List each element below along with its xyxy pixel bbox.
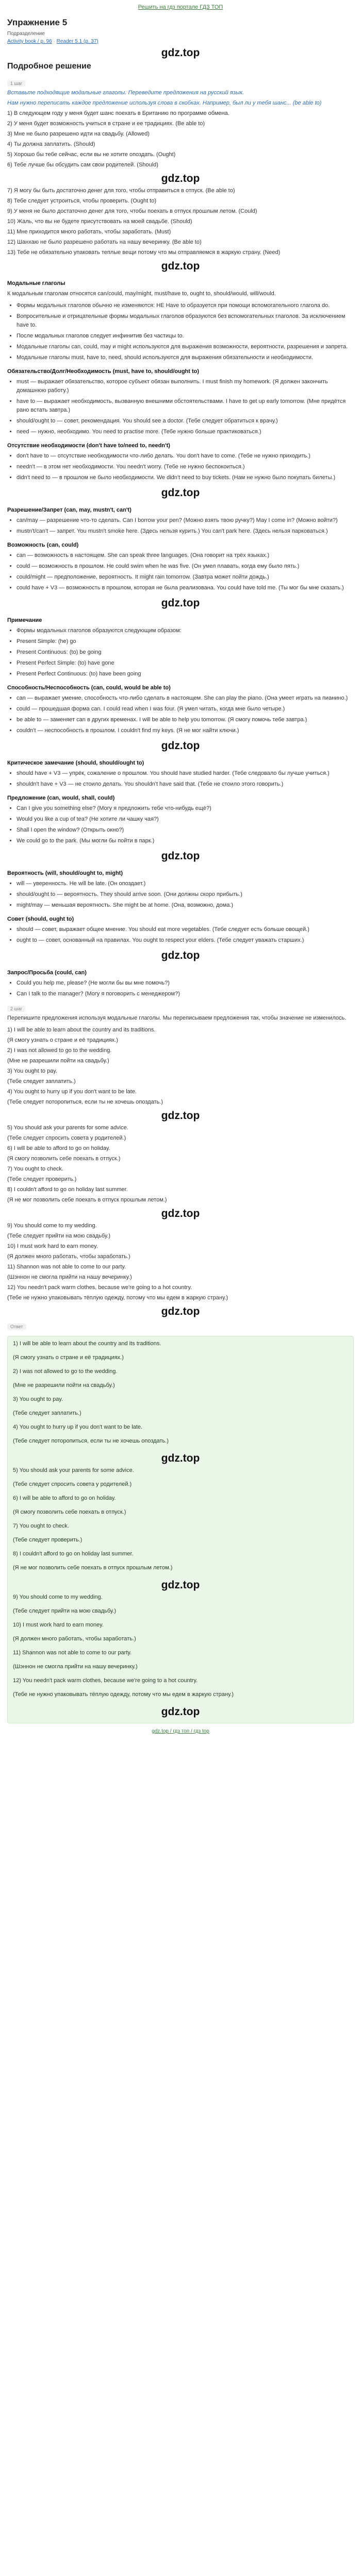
rule-item: • Shall I open the window? (Открыть окно?) — [17, 826, 354, 835]
task-row: 13) Тебе не обязательно упаковать теплые вещи потому что мы отправляемся в жаркую страну. (Need) — [7, 249, 281, 256]
rewrite-row: 8) I couldn't afford to go on holiday last summer. — [7, 1187, 128, 1193]
rewrite-row: (Я не мог позволить себе поехать в отпуск прошлым летом.) — [7, 1197, 167, 1203]
answer-row: 9) You should come to my wedding. — [13, 1594, 103, 1600]
rewrite-row: (Мне не разрешили пойти на свадьбу.) — [7, 1058, 109, 1064]
rule-group-list — [7, 551, 354, 592]
answer-row: 4) You ought to hurry up if you don't want to be late. — [13, 1424, 142, 1430]
rewrite-row: (Тебе следует прийти на мою свадьбу.) — [7, 1233, 111, 1239]
rule-group-list — [7, 378, 354, 436]
rewrite-row: (Шэннон не смогла прийти на нашу вечеринку.) — [7, 1274, 132, 1280]
rule-item: • can/may — разрешение что-то сделать. Can I borrow your pen? (Можно взять твою ручку?) May I come in? (Можно войти?) — [17, 516, 354, 525]
rule-item: • will — уверенность. He will be late. (Он опоздает.) — [17, 879, 354, 888]
task-row: 10) Жаль, что вы не будете присутствовать на моей свадьбе. (Should) — [7, 218, 192, 225]
rule-item: • don't have to — отсутствие необходимости что-либо делать. You don't have to come. (Тебе не нужно приходить.) — [17, 452, 354, 461]
answer-row: (Тебе следует спросить совета у родителей.) — [13, 1481, 132, 1487]
answer-row: 6) I will be able to afford to go on holiday. — [13, 1495, 116, 1501]
theory-heading: Модальные глаголы — [7, 280, 65, 286]
rule-group-list — [7, 879, 354, 910]
task-row: 7) Я могу бы быть достаточно денег для того, чтобы отправиться в отпуск. (Be able to) — [7, 188, 235, 194]
rule-item: • can — выражает умение, способность что-либо сделать в настоящем. She can play the piano. (Она умеет играть на пианино.) — [17, 694, 354, 703]
rule-item: • need — нужно, необходимо. You need to practise more. (Тебе нужно больше практиковаться.) — [17, 428, 354, 436]
rule-item: • Can I give you something else? (Могу я предложить тебе что-нибудь ещё?) — [17, 804, 354, 813]
rule-group-list — [7, 452, 354, 482]
answer-row: (Я должен много работать, чтобы заработать.) — [13, 1636, 136, 1642]
rule-item: • should/ought to — вероятность. They should arrive soon. (Они должны скоро прибыть.) — [17, 890, 354, 899]
rule-item: • needn't — в этом нет необходимости. You needn't worry. (Тебе не нужно беспокоиться.) — [17, 463, 354, 471]
rewrite-row: 5) You should ask your parents for some advice. — [7, 1125, 128, 1131]
answer-section — [7, 1319, 354, 1723]
rule-item: • Present Perfect Simple: (to) have gone — [17, 659, 354, 668]
rule-item: • should/ought to — совет, рекомендация. You should see a doctor. (Тебе следует обратиться к врачу.) — [17, 417, 354, 426]
rule-item: • might/may — меньшая вероятность. She might be at home. (Она, возможно, дома.) — [17, 901, 354, 910]
answer-row: (Тебе следует заплатить.) — [13, 1410, 81, 1416]
theory-list — [7, 301, 354, 362]
watermark: gdz.top — [161, 260, 200, 272]
answer-row: 3) You ought to pay. — [13, 1396, 63, 1402]
task-row: 8) Тебе следует устроиться, чтобы проверить. (Ought to) — [7, 198, 157, 204]
step2-tag: 2 шаг — [7, 1006, 25, 1012]
rule-groups — [7, 368, 354, 998]
rewrite-list — [7, 1026, 354, 1319]
answer-row: 1) I will be able to learn about the country and its traditions. — [13, 1341, 161, 1347]
watermark: gdz.top — [161, 850, 200, 862]
answer-row: (Мне не разрешили пойти на свадьбу.) — [13, 1382, 115, 1388]
rule-item: • can — возможность в настоящем. She can speak three languages. (Она говорит на трёх языках.) — [17, 551, 354, 560]
rewrite-row: 10) I must work hard to earn money. — [7, 1243, 98, 1249]
step-2-section — [7, 1002, 354, 1319]
watermark: gdz.top — [161, 597, 200, 609]
theory-intro: К модальным глаголам относятся can/could, may/might, must/have to, ought to, should/would, will/would. — [7, 291, 276, 297]
theory-item: • Модальные глаголы can, could, may и might используются для выражения возможности, вероятности, разрешения и запрета. — [17, 343, 354, 351]
rule-item: • Would you like a cup of tea? (Не хотите ли чашку чая?) — [17, 815, 354, 824]
rule-item: • Present Continuous: (to) be going — [17, 648, 354, 657]
rule-group-title: Предложение (can, would, shall, could) — [7, 795, 115, 801]
watermark: gdz.top — [161, 1452, 200, 1464]
answer-row: (Шэннон не смогла прийти на нашу вечеринку.) — [13, 1664, 138, 1670]
rewrite-row: (Я смогу узнать о стране и её традициях.) — [7, 1037, 118, 1043]
rule-group-title: Примечание — [7, 617, 42, 623]
rule-item: • be able to — заменяет can в других временах. I will be able to help you tomorrow. (Я смогу помочь тебе завтра.) — [17, 716, 354, 724]
breadcrumb-item-2[interactable]: Reader 5.1 (p. 37) — [56, 39, 99, 44]
rewrite-row: 1) I will be able to learn about the country and its traditions. — [7, 1027, 156, 1033]
rewrite-row: 7) You ought to check. — [7, 1166, 63, 1172]
answer-row: (Я смогу узнать о стране и её традициях.) — [13, 1354, 124, 1361]
rule-group-title: Вероятность (will, should/ought to, might) — [7, 870, 123, 876]
breadcrumb-item-1[interactable]: Activity book / p. 96 — [7, 39, 52, 44]
rule-group-title: Отсутствие необходимости (don't have to/need to, needn't) — [7, 443, 170, 449]
answer-box — [7, 1336, 354, 1723]
task-row: Вставьте подходящие модальные глаголы. Переведите предложения на русский язык. — [7, 90, 244, 96]
rewrite-row: 4) You ought to hurry up if you don't want to be late. — [7, 1089, 137, 1095]
rewrite-row: (Тебе не нужно упаковывать тёплую одежду, потому что мы едем в жаркую страну.) — [7, 1295, 228, 1301]
rewrite-row: 6) I will be able to afford to go on holiday. — [7, 1145, 110, 1151]
breadcrumb-item-0: Подразделение — [7, 31, 45, 37]
rule-group-title: Способность/Неспособность (can, could, would be able to) — [7, 685, 171, 691]
rule-item: • could — возможность в прошлом. He could swim when he was five. (Он умел плавать, когда ему было пять.) — [17, 562, 354, 571]
answer-tag: Ответ — [7, 1324, 26, 1330]
step-tag: 1 шаг — [7, 80, 25, 87]
rule-item: • could have + V3 — возможность в прошлом, которая не была реализована. You could have told me. (Ты мог бы мне сказать.) — [17, 584, 354, 592]
watermark: gdz.top — [161, 950, 200, 961]
watermark: gdz.top — [161, 47, 200, 59]
task-row: 11) Мне приходится много работать, чтобы заработать. (Must) — [7, 229, 171, 235]
rule-group-title: Разрешение/Запрет (can, may, mustn't, can't) — [7, 507, 132, 513]
theory-item: • Модальные глаголы must, have to, need, should используются для выражения обязательности и необходимости. — [17, 353, 354, 362]
answer-row: 11) Shannon was not able to come to our party. — [13, 1650, 132, 1656]
rule-item: • didn't need to — в прошлом не было необходимости. We didn't need to buy tickets. (Нам не нужно было покупать билеты.) — [17, 473, 354, 482]
task-row: 3) Мне не было разрешено идти на свадьбу. (Allowed) — [7, 131, 150, 137]
rule-item: • couldn't — неспособность в прошлом. I couldn't find my keys. (Я не мог найти ключи.) — [17, 726, 354, 735]
rule-group-list — [7, 979, 354, 998]
rule-item: • should have + V3 — упрёк, сожаление о прошлом. You should have studied harder. (Тебе следовало бы лучше учиться.) — [17, 769, 354, 778]
task-row: 12) Шанхаю не было разрешено работать на нашу вечеринку. (Be able to) — [7, 239, 202, 245]
rule-item: • Формы модальных глаголов образуются следующим образом: — [17, 626, 354, 635]
answer-row: (Тебе следует прийти на мою свадьбу.) — [13, 1608, 117, 1614]
task-row: Нам нужно переписать каждое предложение используя слова в скобках. Например, был ли у тебя шанс... (be able to) — [7, 100, 322, 106]
breadcrumb: Подразделение Activity book / p. 96 · Reader 5.1 (p. 37) — [7, 30, 361, 45]
watermark: gdz.top — [161, 1306, 200, 1317]
watermark: gdz.top — [161, 1208, 200, 1219]
task-list — [7, 89, 354, 257]
answer-row: (Я смогу позволить себе поехать в отпуск.) — [13, 1509, 126, 1515]
solution-title: Подробное решение — [7, 62, 91, 71]
rewrite-row: (Тебе следует поторопиться, если ты не хочешь опоздать.) — [7, 1099, 163, 1105]
rule-group-title: Запрос/Просьба (could, can) — [7, 970, 87, 976]
rule-group-list — [7, 694, 354, 735]
top-link[interactable]: Решить на гдз портале ГДЗ ТОП — [138, 4, 223, 10]
rewrite-row: (Тебе следует спросить совета у родителей.) — [7, 1135, 126, 1141]
rewrite-row: 12) You needn't pack warm clothes, because we're going to a hot country. — [7, 1284, 192, 1291]
watermark: gdz.top — [161, 740, 200, 752]
watermark: gdz.top — [161, 173, 200, 184]
answer-row: 8) I couldn't afford to go on holiday last summer. — [13, 1551, 134, 1557]
theory-item: • Вопросительные и отрицательные формы модальных глаголов образуются без вспомогательных глаголов. За исключением have to. — [17, 312, 354, 330]
answer-row: 5) You should ask your parents for some advice. — [13, 1467, 134, 1473]
task-row: 5) Хорошо бы тебе сейчас, если вы не хотите опоздать. (Ought) — [7, 151, 176, 158]
watermark: gdz.top — [161, 1579, 200, 1591]
rule-group-list — [7, 804, 354, 845]
rule-item: • shouldn't have + V3 — не стоило делать. You shouldn't have said that. (Тебе не стоило этого говорить.) — [17, 780, 354, 789]
rewrite-row: (Я смогу позволить себе поехать в отпуск.) — [7, 1156, 121, 1162]
step-1-section — [7, 76, 354, 998]
rule-group-list — [7, 626, 354, 679]
task-row: 4) Ты должна заплатить. (Should) — [7, 141, 95, 147]
task-row: 1) В следующем году у меня будет шанс поехать в Британию по программе обмена. — [7, 110, 229, 116]
theory-item: • Формы модальных глаголов обычно не изменяются: НЕ Have to образуется при помощи вспомогательного глагола do. — [17, 301, 354, 310]
answer-row: (Тебе следует поторопиться, если ты не хочешь опоздать.) — [13, 1438, 169, 1444]
answer-row: (Тебе следует проверить.) — [13, 1537, 83, 1543]
rule-item: • could — прошедшая форма can. I could read when I was four. (Я умел читать, когда мне было четыре.) — [17, 705, 354, 714]
task-row: 2) У меня будет возможность учиться в стране и ее традициях. (Be able to) — [7, 121, 205, 127]
rewrite-row: 11) Shannon was not able to come to our party. — [7, 1264, 126, 1270]
rule-group-list — [7, 516, 354, 536]
page-title: Упражнение 5 — [7, 18, 68, 27]
rule-group-title: Совет (should, ought to) — [7, 916, 74, 922]
rule-item: • Can I talk to the manager? (Могу я поговорить с менеджером?) — [17, 990, 354, 998]
watermark: gdz.top — [161, 487, 200, 499]
rule-item: • Present Simple: (he) go — [17, 637, 354, 646]
rule-item: • Present Perfect Continuous: (to) have been going — [17, 670, 354, 679]
rule-group-title: Возможность (can, could) — [7, 542, 79, 548]
rewrite-row: (Я должен много работать, чтобы заработать.) — [7, 1253, 130, 1260]
answer-row: (Тебе не нужно упаковывать тёплую одежду, потому что мы едем в жаркую страну.) — [13, 1691, 234, 1698]
rule-item: • must — выражает обязательство, которое субъект обязан выполнить. I must finish my homework. (Я должен закончить домашнюю работу.) — [17, 378, 354, 395]
rule-item: • have to — выражает необходимость, вызванную внешними обстоятельствами. I have to get up early tomorrow. (Мне придётся рано встать завтра.) — [17, 397, 354, 415]
rewrite-row: 2) I was not allowed to go to the wedding. — [7, 1047, 112, 1054]
rule-item: • could/might — предположение, вероятность. It might rain tomorrow. (Завтра может пойти дождь.) — [17, 573, 354, 582]
rule-item: • Could you help me, please? (Не могли бы вы мне помочь?) — [17, 979, 354, 988]
rewrite-row: (Тебе следует заплатить.) — [7, 1078, 76, 1084]
rule-item: • mustn't/can't — запрет. You mustn't smoke here. (Здесь нельзя курить.) You can't park here. (Здесь нельзя парковаться.) — [17, 527, 354, 536]
task-row: 9) У меня не было достаточно денег для того, чтобы поехать в отпуск прошлым летом. (Could) — [7, 208, 257, 214]
task-row: 6) Тебе лучше бы обсудить сам свои родителей. (Should) — [7, 162, 158, 168]
watermark: gdz.top — [161, 1110, 200, 1122]
answer-row: 2) I was not allowed to go to the wedding. — [13, 1368, 118, 1375]
rewrite-row: 3) You ought to pay. — [7, 1068, 58, 1074]
rule-item: • should — совет, выражает общее мнение. You should eat more vegetables. (Тебе следует есть больше овощей.) — [17, 925, 354, 934]
theory-item: • После модальных глаголов следует инфинитив без частицы to. — [17, 332, 354, 341]
rewrite-row: (Тебе следует проверить.) — [7, 1176, 77, 1182]
answer-row: 10) I must work hard to earn money. — [13, 1622, 104, 1628]
rule-group-title: Обязательство/Долг/Необходимость (must, have to, should/ought to) — [7, 368, 200, 375]
rewrite-row: 9) You should come to my wedding. — [7, 1223, 97, 1229]
watermark: gdz.top — [161, 1706, 200, 1718]
footer-link[interactable]: gdz.top / гдз топ / гдз top — [152, 1728, 209, 1734]
answer-row: 12) You needn't pack warm clothes, because we're going to a hot country. — [13, 1677, 198, 1684]
rule-group-title: Критическое замечание (should, should/ought to) — [7, 760, 144, 766]
rule-group-list — [7, 769, 354, 789]
rule-group-list — [7, 925, 354, 945]
step2-intro: Перепишите предложения используя модальные глаголы. Мы переписываем предложения так, чтобы значение не изменилось. — [7, 1015, 347, 1021]
answer-row: 7) You ought to check. — [13, 1523, 69, 1529]
answer-row: (Я не мог позволить себе поехать в отпуск прошлым летом.) — [13, 1565, 173, 1571]
rule-item: • We could go to the park. (Мы могли бы пойти в парк.) — [17, 837, 354, 845]
rule-item: • ought to — совет, основанный на правилах. You ought to respect your elders. (Тебе следует уважать старших.) — [17, 936, 354, 945]
